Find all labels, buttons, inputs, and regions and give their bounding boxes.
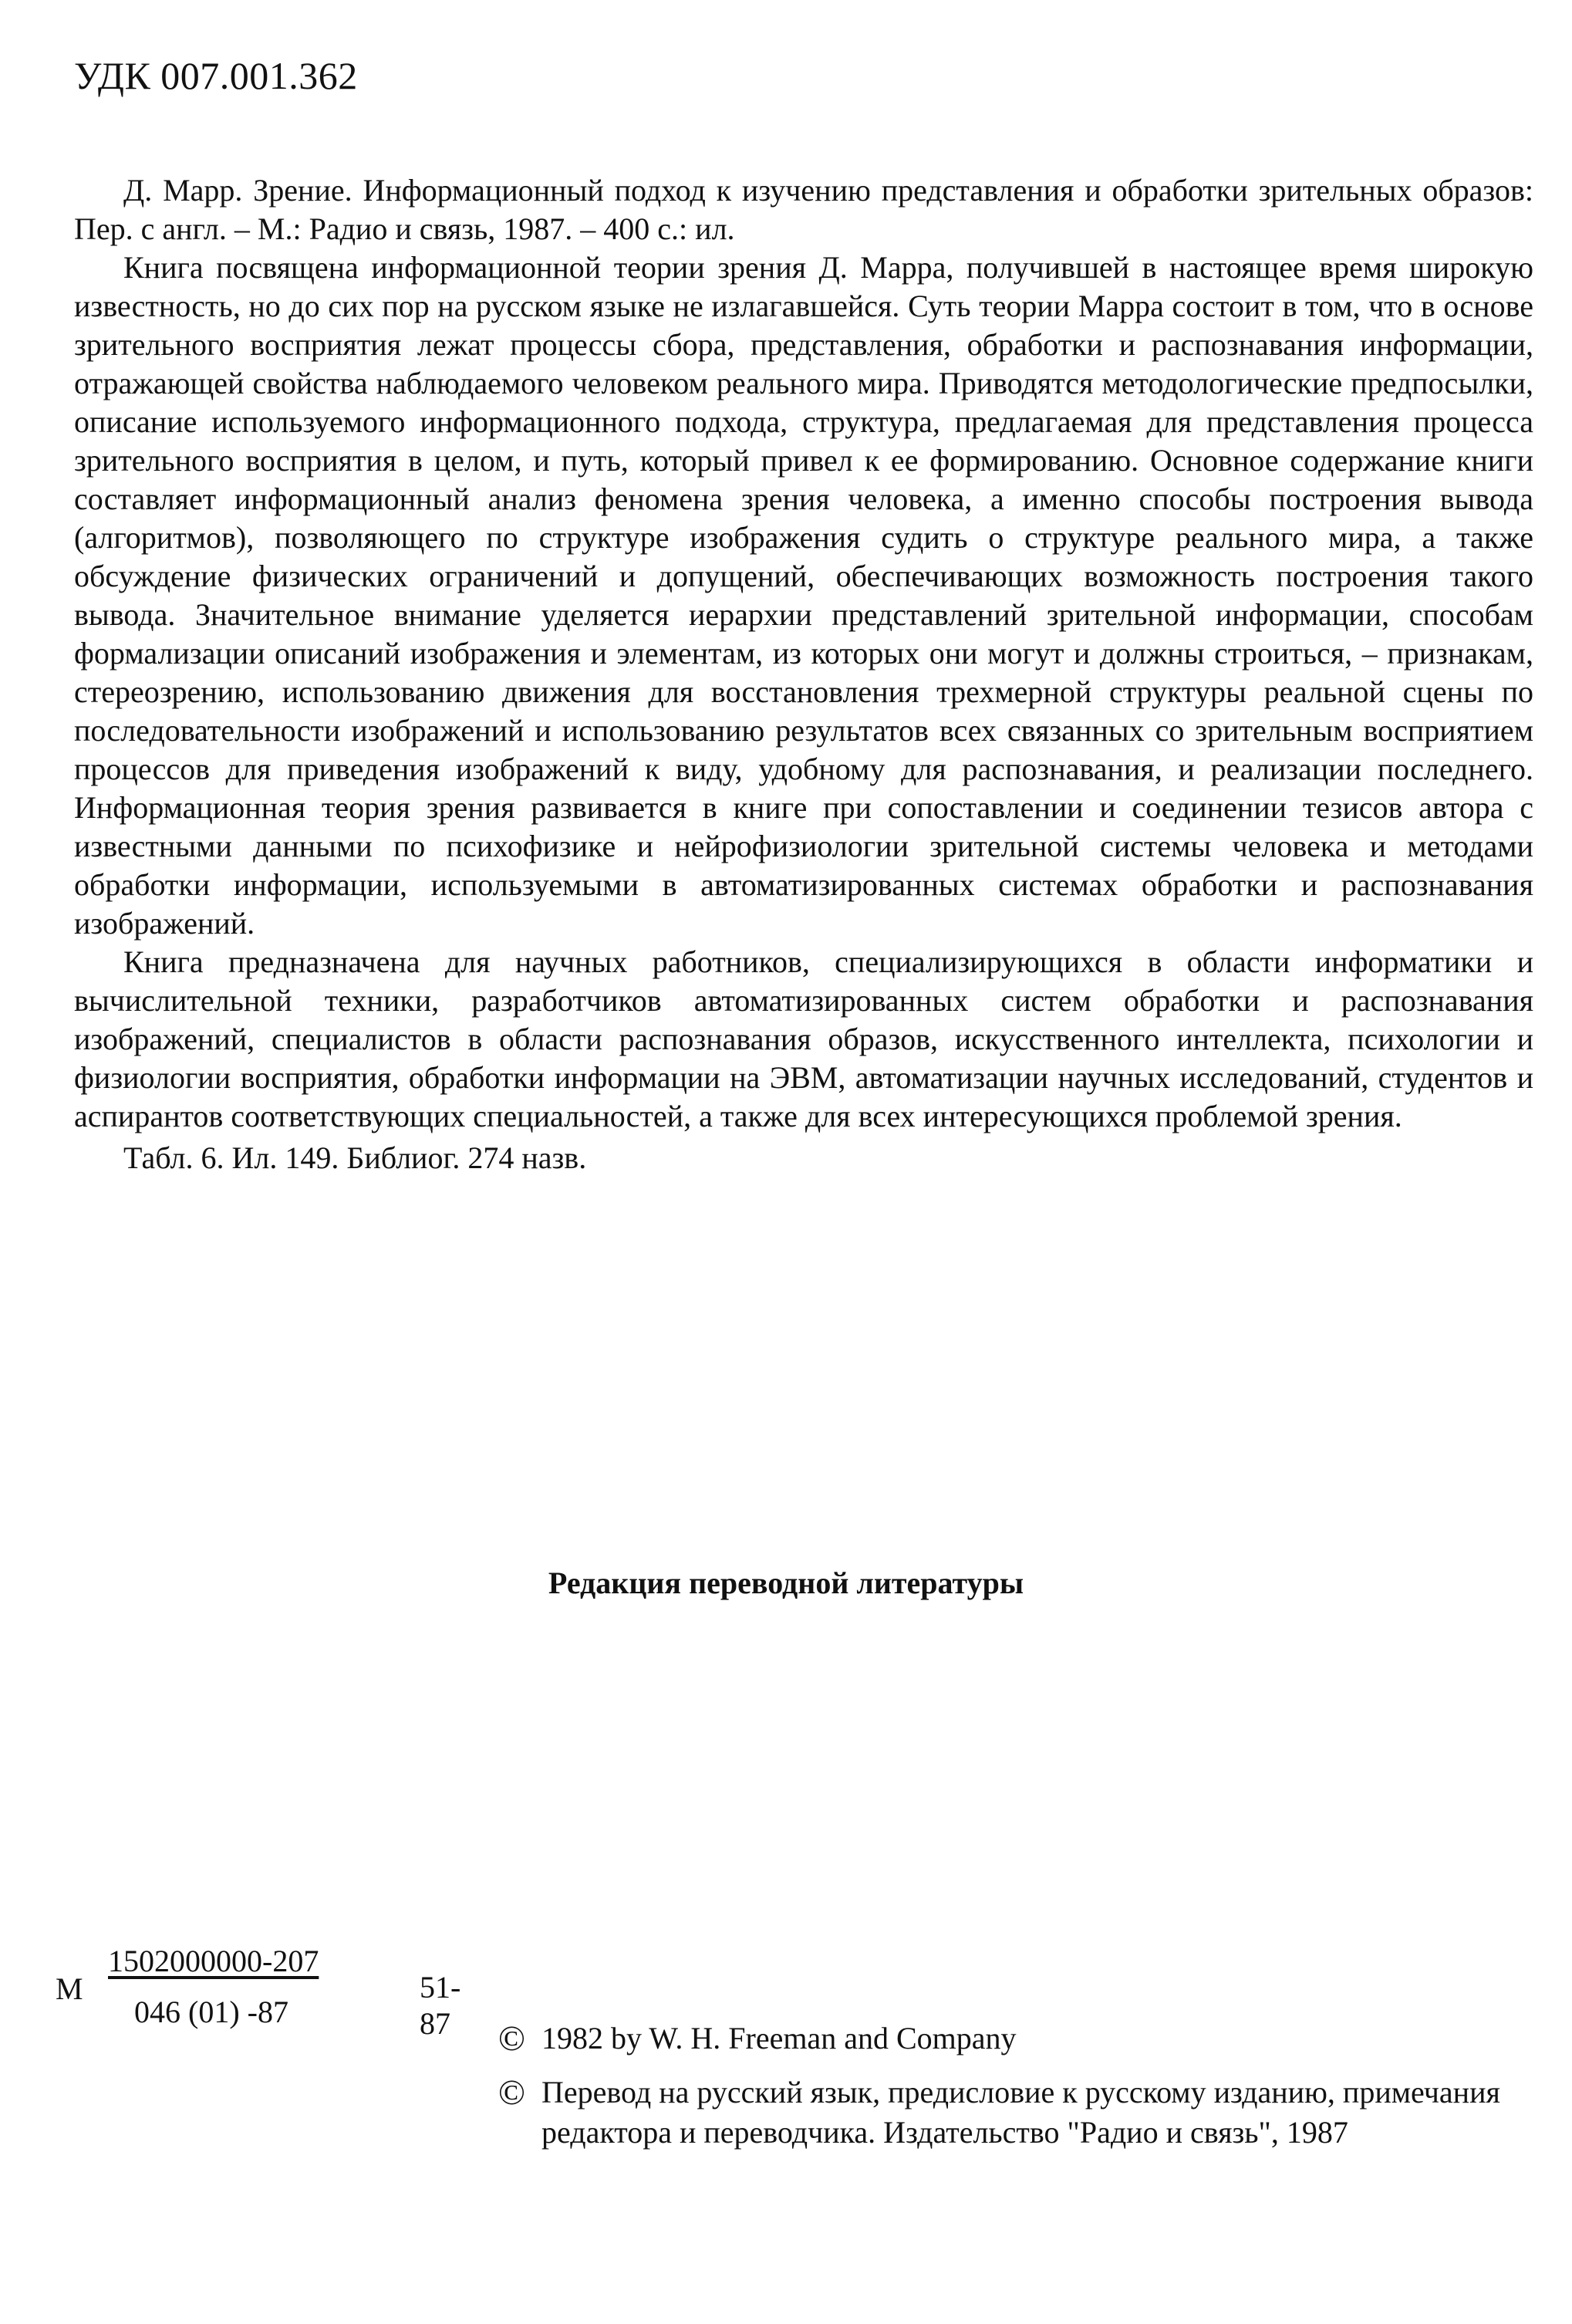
catalog-code-numerator: 1502000000-207 <box>108 1944 319 1978</box>
catalog-code <box>56 1943 487 2059</box>
copyright-icon: © <box>498 2072 525 2112</box>
copyright-icon: © <box>498 2018 525 2058</box>
bibliographic-entry: Д. Марр. Зрение. Информационный подход к изучению представления и обработки зрительных образов: Пер. с англ. – М.: Радио и связь, 1987. – 400 с.: ил. <box>74 173 1533 246</box>
catalog-code-suffix: 51-87 <box>420 1970 461 2041</box>
copyright-original <box>498 2018 1501 2059</box>
edition-title: Редакция переводной литературы <box>548 1566 1024 1600</box>
abstract-block <box>74 171 1533 1177</box>
copyright-translation <box>498 2072 1501 2153</box>
abstract-paragraph-2: Книга предназначена для научных работников, специализирующихся в области информатики и вычислительной техники, разработчиков автоматизированных систем обработки и распознавания изображений, специалистов в области распознавания образов, искусственного интеллекта, психологии и физиологии восприятия, обработки информации на ЭВМ, автоматизации научных исследований, студентов и аспирантов соответствующих специальностей, а также для всех интересующихся проблемой зрения. <box>74 944 1533 1133</box>
abstract-paragraph-1: Книга посвящена информационной теории зрения Д. Марра, получившей в настоящее время широкую известность, но до сих пор на русском языке не излагавшейся. Суть теории Марра состоит в том, что в основе зрительного восприятия лежат процессы сбора, представления, обработки и распознавания информации, отражающей свойства наблюдаемого человеком реального мира. Приводятся методологические предпосылки, описание используемого информационного подхода, структура, предлагаемая для представления процесса зрительного восприятия в целом, и путь, который привел к ее формированию. Основное содержание книги составляет информационный анализ феномена зрения человека, а именно способы построения вывода (алгоритмов), позволяющего по структуре изображения судить о структуре реального мира, а также обсуждение физических ограничений и допущений, обеспечивающих возможность построения такого вывода. Значительное внимание уделяется иерархии представлений зрительной информации, способам формализации описаний изображения и элементам, из которых они могут и должны строиться, – признакам, стереозрению, использованию движения для восстановления трехмерной структуры реальной сцены по последовательности изображений и использованию результатов всех связанных со зрительным восприятием процессов для приведения изображений к виду, удобному для распознавания, и реализации последнего. Информационная теория зрения развивается в книге при сопоставлении и соединении тезисов автора с известными данными по психофизике и нейрофизиологии зрительной системы человека и методами обработки информации, используемыми в автоматизированных системах обработки и распознавания изображений. <box>74 250 1533 941</box>
copyright-block <box>498 2018 1501 2153</box>
catalog-code-prefix: М <box>56 1971 83 2006</box>
catalog-code-denominator: 046 (01) -87 <box>134 1995 288 2029</box>
copyright-original-text: 1982 by W. H. Freeman and Company <box>541 2021 1017 2055</box>
udk-code: УДК 007.001.362 <box>74 54 358 97</box>
tables-illustrations-info: Табл. 6. Ил. 149. Библиог. 274 назв. <box>123 1140 587 1175</box>
copyright-translation-text: Перевод на русский язык, предисловие к русскому изданию, примечания редактора и переводчика. Издательство "Радио и связь", 1987 <box>541 2075 1500 2150</box>
